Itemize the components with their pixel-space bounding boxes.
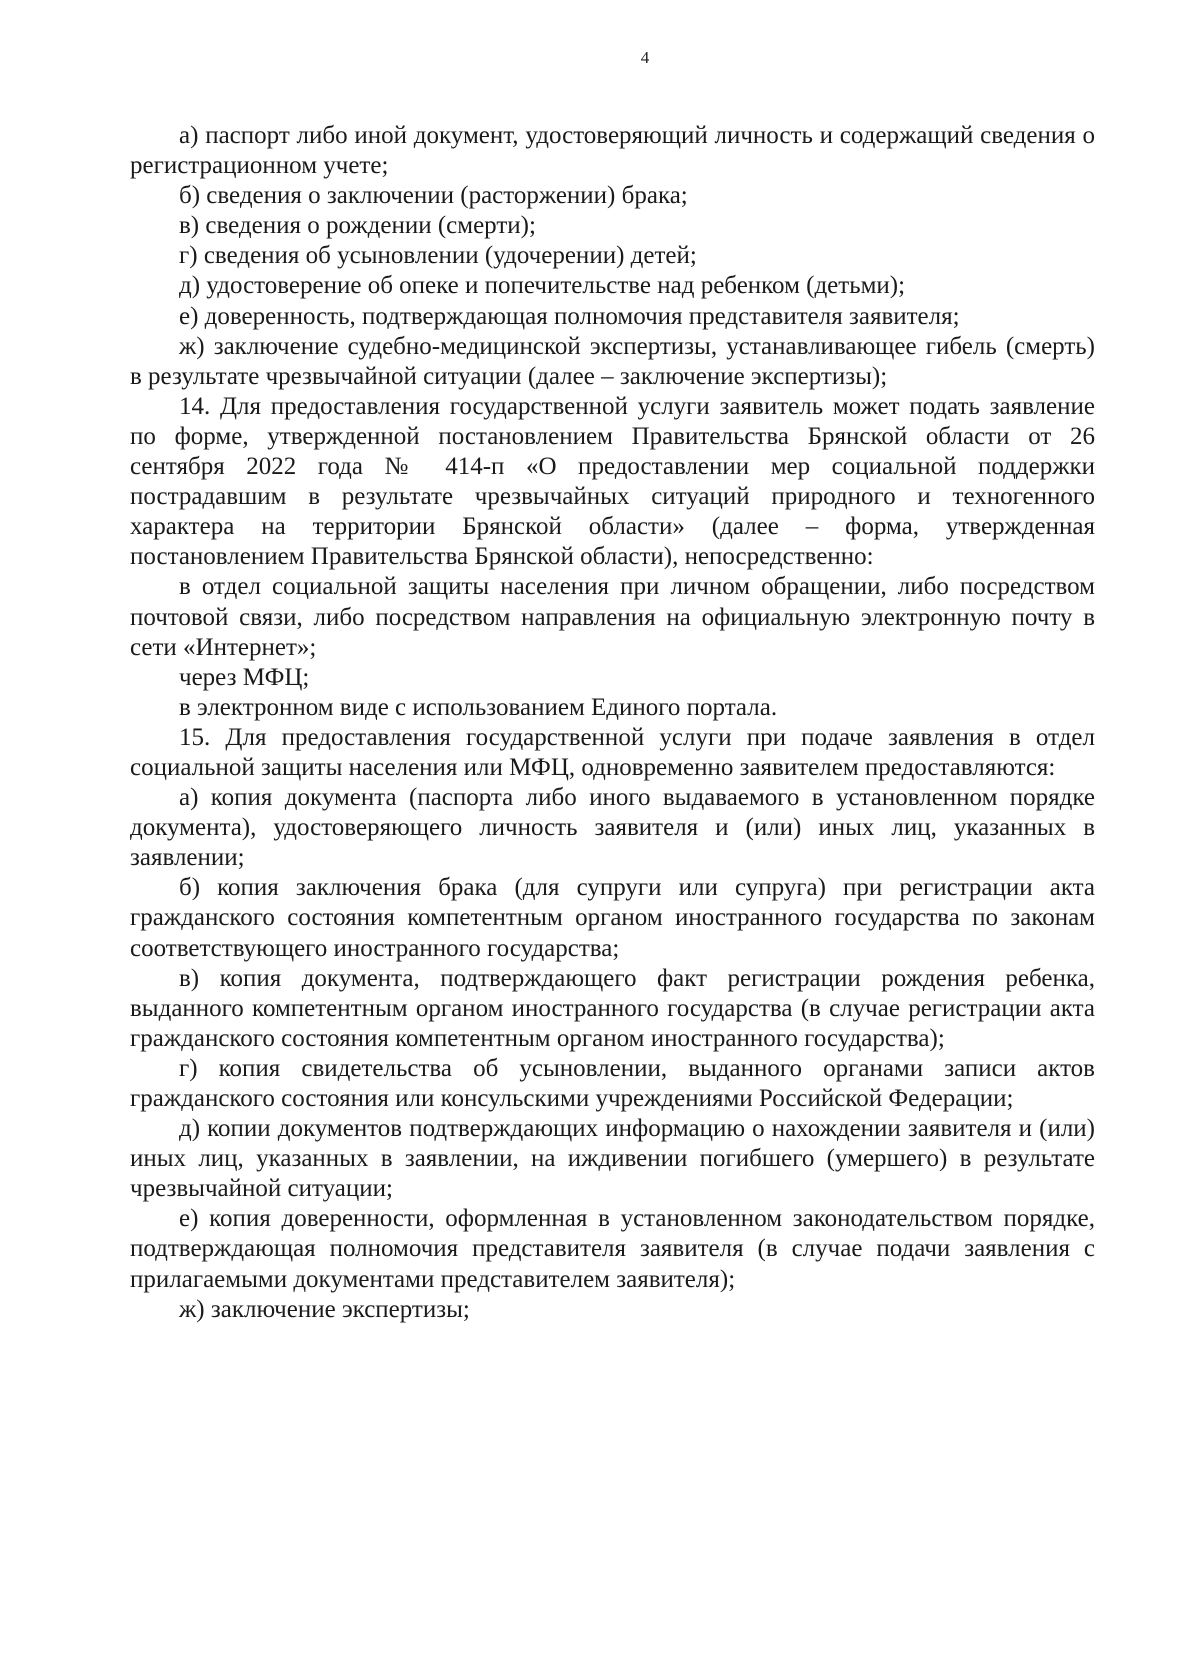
paragraph-15d: д) копии документов подтверждающих информацию о нахождении заявителя и (или) иных лиц, указанных в заявлении, на иждивении погибшего (умершего) в результате чрезвычайной ситуации; xyxy=(130,1115,1095,1203)
paragraph-14-option-3: в электронном виде с использованием Единого портала. xyxy=(179,693,778,721)
paragraph-15a: а) копия документа (паспорта либо иного выдаваемого в установленном порядке документа), удостоверяющего личность заявителя и (или) иных лиц, указанных в заявлении; xyxy=(130,784,1095,872)
paragraph-14: 14. Для предоставления государственной услуги заявитель может подать заявление по форме, утвержденной постановлением Правительства Брянской области от 26 сентября 2022 года № 414-п «О предоставлении мер социальной поддержки пострадавшим в результате чрезвычайных ситуаций природного и техногенного характера на территории Брянской области» (далее – форма, утвержденная постановлением Правительства Брянской области), непосредственно: xyxy=(130,392,1095,571)
paragraph-15b: б) копия заключения брака (для супруги или супруга) при регистрации акта гражданского состояния компетентным органом иностранного государства по законам соответствующего иностранного государства; xyxy=(130,874,1095,962)
paragraph-15zh: ж) заключение экспертизы; xyxy=(179,1295,470,1323)
paragraph-13g: г) сведения об усыновлении (удочерении) детей; xyxy=(179,242,697,270)
paragraph-15g: г) копия свидетельства об усыновлении, выданного органами записи актов гражданского состояния или консульскими учреждениями Российской Федерации; xyxy=(130,1054,1095,1112)
paragraph-14-option-2: через МФЦ; xyxy=(179,663,310,691)
document-body xyxy=(130,121,1095,1325)
paragraph-15e: е) копия доверенности, оформленная в установленном законодательством порядке, подтверждающая полномочия представителя заявителя (в случае подачи заявления с прилагаемыми документами представителем заявителя); xyxy=(130,1205,1095,1293)
paragraph-13e: е) доверенность, подтверждающая полномочия представителя заявителя; xyxy=(179,302,960,330)
paragraph-13zh: ж) заключение судебно-медицинской экспертизы, устанавливающее гибель (смерть) в результате чрезвычайной ситуации (далее – заключение экспертизы); xyxy=(130,332,1095,390)
page-number: 4 xyxy=(640,48,650,67)
paragraph-13a: а) паспорт либо иной документ, удостоверяющий личность и содержащий сведения о регистрационном учете; xyxy=(130,122,1095,180)
paragraph-14-option-1: в отдел социальной защиты населения при личном обращении, либо посредством почтовой связи, либо посредством направления на официальную электронную почту в сети «Интернет»; xyxy=(130,573,1095,661)
paragraph-15v: в) копия документа, подтверждающего факт регистрации рождения ребенка, выданного компетентным органом иностранного государства (в случае регистрации акта гражданского состояния компетентным органом иностранного государства); xyxy=(130,964,1095,1052)
paragraph-13d: д) удостоверение об опеке и попечительстве над ребенком (детьми); xyxy=(179,272,906,300)
paragraph-13b: б) сведения о заключении (расторжении) брака; xyxy=(179,182,688,210)
paragraph-15: 15. Для предоставления государственной услуги при подаче заявления в отдел социальной защиты населения или МФЦ, одновременно заявителем предоставляются: xyxy=(130,723,1095,781)
paragraph-13v: в) сведения о рождении (смерти); xyxy=(179,212,536,240)
